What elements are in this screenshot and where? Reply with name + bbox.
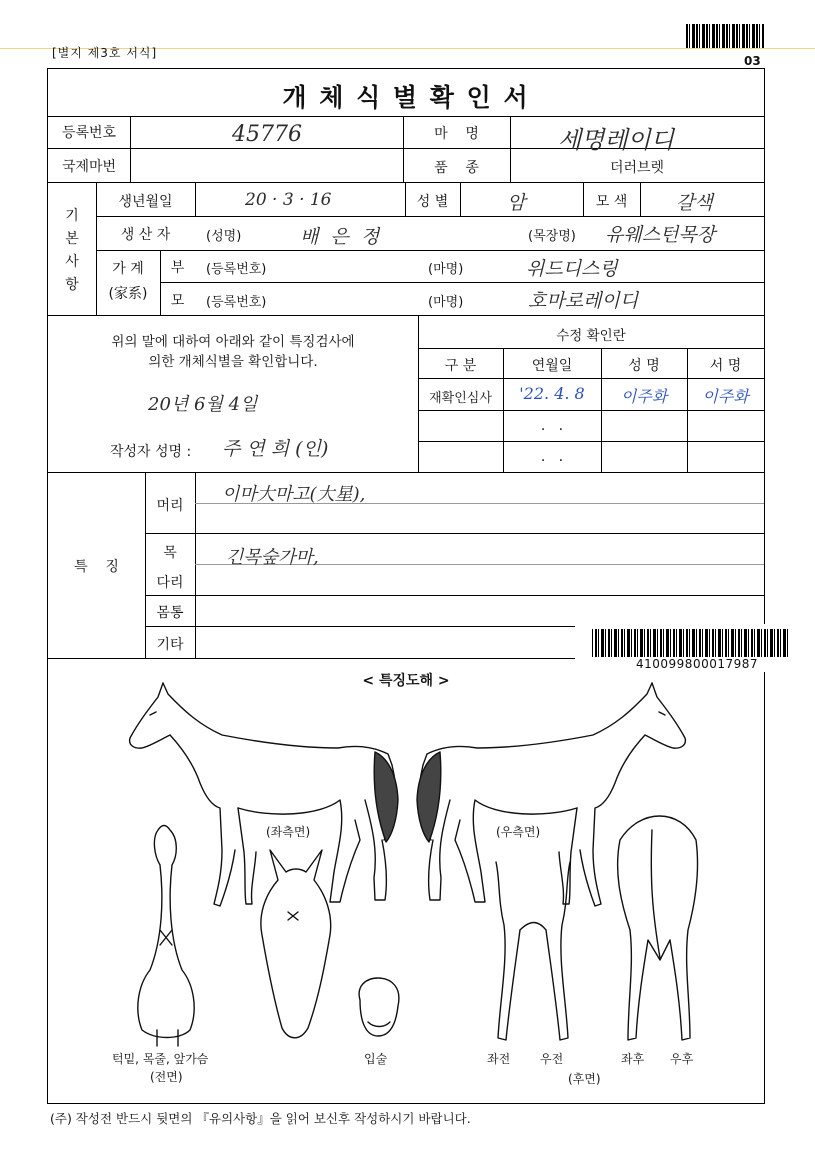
head-label: 머리: [156, 498, 184, 514]
form-title: 개 체 식 별 확 인 서: [282, 83, 530, 112]
sire-label: 부: [170, 260, 185, 276]
basic-label-char: 본: [65, 231, 79, 247]
producer-label: 생 산 자: [120, 227, 171, 243]
row1-date[interactable]: '22. 4. 8: [519, 384, 585, 403]
front-left-caption: 좌전: [487, 1052, 511, 1066]
pedigree-label: 가 계: [112, 261, 144, 277]
row1-name[interactable]: 이주화: [620, 387, 668, 406]
sex-value[interactable]: 암: [507, 192, 526, 214]
confirm-date[interactable]: 20년 6월 4일: [148, 394, 258, 415]
breed-label: 품 종: [434, 160, 479, 176]
col-date: 연월일: [531, 358, 573, 374]
rear-view-caption: (후면): [568, 1072, 601, 1086]
right-side-horse: [417, 683, 685, 906]
producer-name-sub: (성명): [206, 229, 242, 244]
sire-value[interactable]: 위드디스링: [526, 258, 618, 280]
farm-name-sub: (목장명): [528, 229, 576, 244]
color-label: 모 색: [595, 194, 628, 210]
statement-line-1: 위의 말에 대하여 아래와 같이 특징검사에: [111, 334, 355, 350]
basic-label-char: 기: [65, 208, 79, 224]
other-label: 기타: [156, 637, 184, 653]
dam-label: 모: [170, 293, 185, 309]
form-number: [별지 제3호 서식]: [52, 46, 158, 60]
row3-date: . .: [540, 449, 564, 465]
chest-view: [138, 826, 194, 1047]
lips-view: [359, 978, 399, 1036]
revision-title: 수정 확인란: [556, 328, 626, 344]
body-label: 몸통: [156, 605, 184, 621]
statement-line-2: 의한 개체식별을 확인합니다.: [148, 354, 318, 370]
row1-category: 재확인심사: [429, 391, 492, 406]
legs-value[interactable]: 긴목숲가마,: [226, 547, 319, 568]
features-label: 특 징: [74, 559, 119, 575]
birth-value[interactable]: 20 · 3 · 16: [245, 190, 332, 210]
right-side-caption: (우측면): [496, 825, 541, 839]
lips-caption: 입술: [364, 1052, 388, 1066]
row1-sign[interactable]: 이주화: [702, 387, 749, 406]
reg-number-value[interactable]: 45776: [232, 122, 302, 147]
reg-number-label: 등록번호: [61, 125, 117, 141]
diagram-title: < 특징도해 >: [362, 673, 450, 689]
birth-label: 생년월일: [118, 194, 173, 210]
sire-regno-sub: (등록번호): [206, 262, 267, 277]
row2-date: . .: [540, 418, 564, 434]
footer-note: (주) 작성전 반드시 뒷면의 『유의사항』을 읽어 보신후 작성하시기 바랍니다.: [50, 1111, 471, 1126]
basic-label-char: 항: [65, 277, 79, 293]
dam-name-sub: (마명): [428, 295, 464, 310]
hind-left-caption: 좌후: [621, 1052, 645, 1066]
sire-name-sub: (마명): [428, 262, 464, 277]
pedigree-hanja: (家系): [108, 286, 148, 302]
writer-label: 작성자 성명 :: [110, 444, 192, 460]
col-sign: 서 명: [709, 358, 742, 374]
neck-label: 목: [163, 545, 177, 561]
horse-name-label: 마 명: [434, 126, 479, 142]
front-head-view: [261, 850, 331, 1038]
producer-value[interactable]: 배 은 정: [300, 226, 380, 248]
legs-label: 다리: [156, 575, 184, 591]
front-view-caption: (전면): [150, 1070, 183, 1084]
col-category: 구 분: [444, 358, 477, 374]
basic-label-char: 사: [65, 254, 79, 270]
dam-value[interactable]: 호마로레이디: [528, 290, 639, 312]
hind-right-caption: 우후: [670, 1052, 694, 1066]
front-legs-view: [496, 862, 570, 1040]
left-side-caption: (좌측면): [266, 825, 311, 839]
rear-view: [618, 816, 698, 1040]
page-number: 03: [744, 54, 761, 68]
front-right-caption: 우전: [540, 1052, 564, 1066]
head-value[interactable]: 이마大마고(大星),: [222, 484, 366, 505]
chest-caption: 턱밑, 목줄, 앞가슴: [112, 1052, 209, 1066]
sex-label: 성 별: [416, 194, 449, 210]
farm-value[interactable]: 유웨스턴목장: [605, 224, 716, 246]
intl-number-label: 국제마번: [61, 159, 117, 175]
color-value[interactable]: 갈색: [676, 192, 713, 214]
horse-name-value[interactable]: 세명레이디: [558, 126, 674, 154]
dam-regno-sub: (등록번호): [206, 295, 267, 310]
writer-value[interactable]: 주 연 희 (인): [222, 438, 329, 460]
barcode-number: 410099800017987: [636, 657, 759, 671]
col-name: 성 명: [628, 358, 660, 374]
left-side-horse: [130, 683, 398, 906]
breed-value: 더러브렛: [609, 160, 665, 176]
